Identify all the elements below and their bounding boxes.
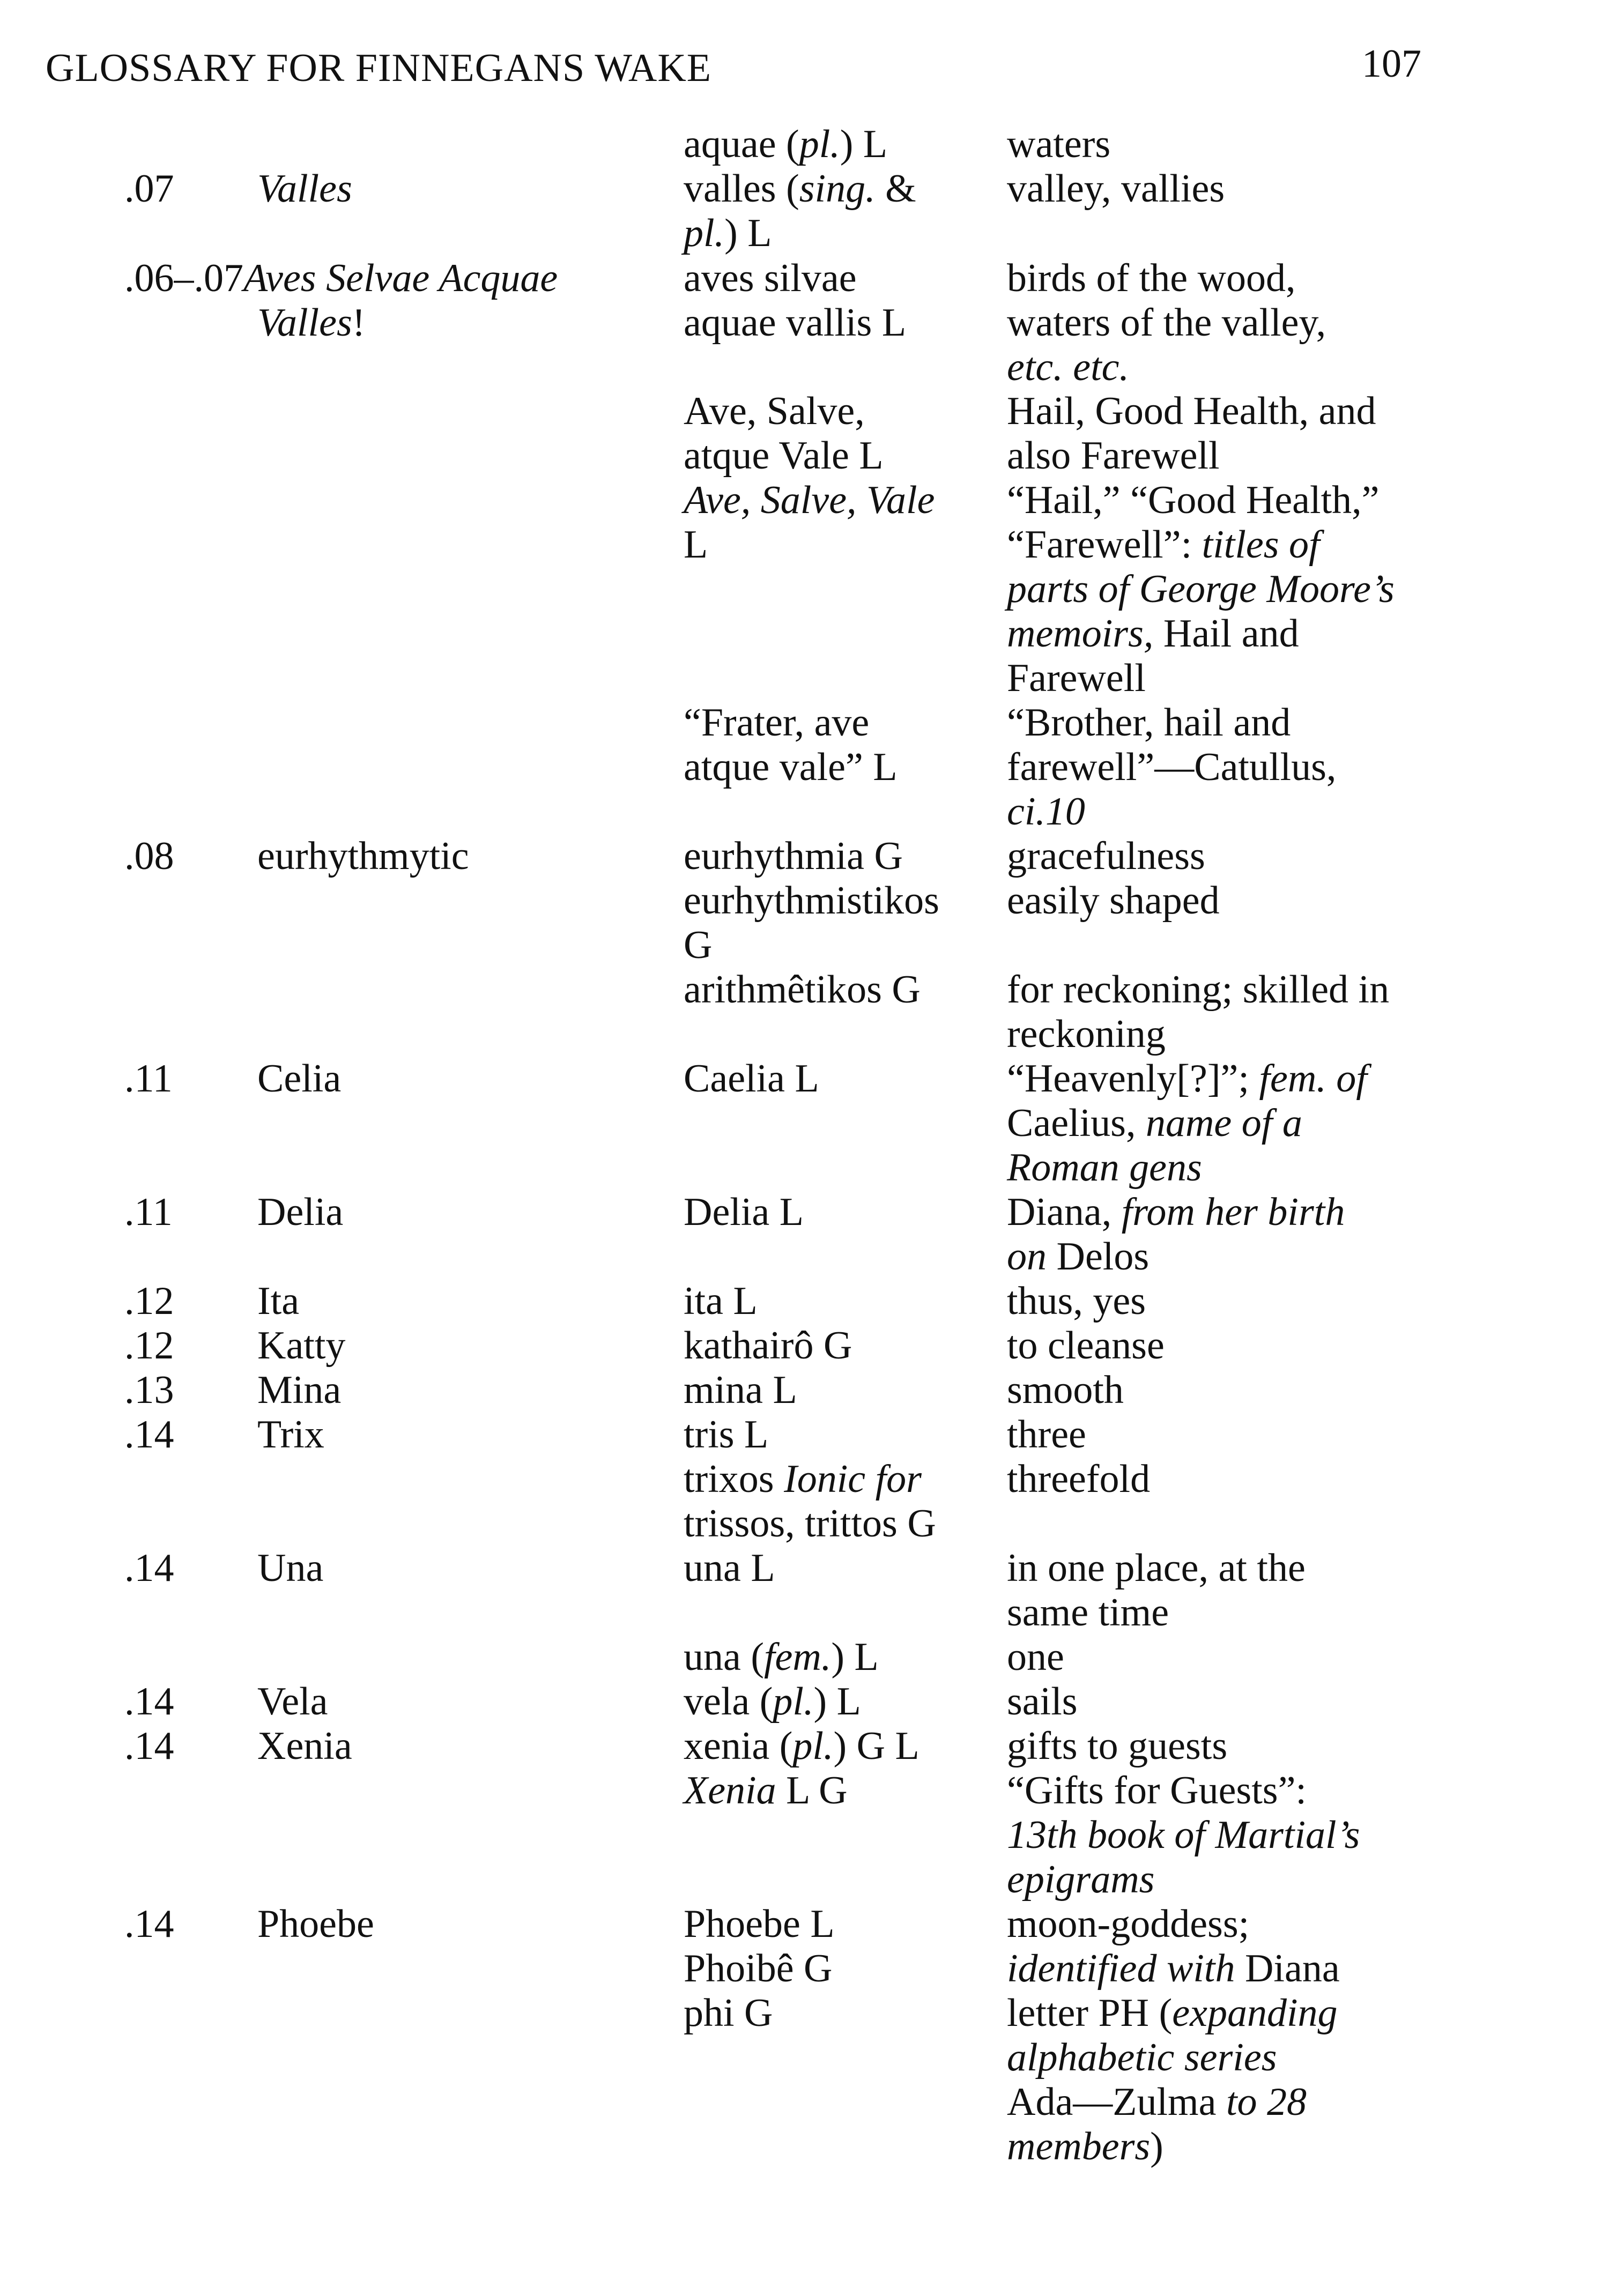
roman-text: aves silvae [684, 256, 857, 300]
definition-line [1007, 1413, 1086, 1457]
definition-line [1007, 1281, 1146, 1321]
definition-line [1007, 303, 1326, 343]
source-term [684, 1726, 919, 1766]
roman-text: reckoning [1007, 1012, 1166, 1056]
definition-line [1007, 1993, 1338, 2033]
roman-text: .14 [124, 1413, 174, 1457]
source-term [684, 1993, 773, 2033]
roman-text: ! [352, 301, 366, 345]
italic-text: alphabetic series [1007, 2036, 1277, 2080]
roman-text: Ita [257, 1279, 300, 1323]
roman-text: Una [257, 1546, 324, 1590]
roman-text: birds of the wood, [1007, 256, 1296, 300]
roman-text: una ( [684, 1635, 764, 1679]
definition-line [1007, 1192, 1345, 1232]
definition-line [1007, 1769, 1307, 1813]
definition-line [1007, 658, 1146, 698]
italic-text: ci.10 [1007, 790, 1085, 834]
roman-text: .08 [124, 834, 174, 878]
italic-text: titles of [1202, 523, 1320, 567]
line-reference [124, 1192, 173, 1232]
roman-text: Ave, Salve, [684, 389, 865, 433]
roman-text: .06–.07 [124, 256, 243, 300]
roman-text: gifts to guests [1007, 1724, 1228, 1768]
roman-text: also Farewell [1007, 434, 1220, 478]
definition-line [1007, 1548, 1306, 1588]
definition-line [1007, 169, 1225, 209]
roman-text: Diana, [1007, 1190, 1122, 1234]
roman-text: waters of the valley, [1007, 301, 1326, 345]
line-reference [124, 1548, 174, 1588]
roman-text: to cleanse [1007, 1324, 1165, 1368]
roman-text: in one place, at the [1007, 1546, 1306, 1590]
italic-text: name of a [1145, 1101, 1302, 1145]
roman-text: one [1007, 1635, 1064, 1679]
source-term [684, 968, 921, 1012]
roman-text: .14 [124, 1546, 174, 1590]
headword [257, 1548, 323, 1588]
roman-text: for reckoning; skilled in [1007, 968, 1390, 1012]
roman-text: ) [1150, 2125, 1163, 2168]
headword [257, 1281, 299, 1321]
italic-text: identified with [1007, 1947, 1235, 1991]
italic-text: epigrams [1007, 1858, 1155, 1902]
definition-line [1007, 525, 1320, 565]
roman-text: trixos [684, 1457, 784, 1501]
headword [257, 836, 469, 876]
running-header: GLOSSARY FOR FINNEGANS WAKE [46, 46, 712, 90]
definition-line [1007, 1726, 1227, 1766]
source-term [684, 1502, 936, 1546]
italic-text: etc. etc. [1007, 345, 1129, 389]
italic-text: Aves Selvae Acquae [243, 256, 558, 300]
definition-line [1007, 1947, 1340, 1991]
roman-text: Phoebe L [684, 1902, 835, 1946]
italic-text: Ave, Salve, Vale [684, 478, 935, 522]
roman-text: “Gifts for Guests”: [1007, 1769, 1307, 1813]
roman-text: ) G L [833, 1724, 919, 1768]
definition-line [1007, 124, 1110, 164]
headword [257, 1370, 341, 1410]
headword [257, 303, 365, 343]
roman-text: Phoibê G [684, 1947, 833, 1991]
roman-text: Caelia L [684, 1057, 819, 1101]
italic-text: Valles [257, 167, 352, 211]
roman-text: same time [1007, 1591, 1169, 1635]
roman-text: ) L [724, 211, 772, 255]
definition-line [1007, 2036, 1277, 2080]
italic-text: pl. [799, 122, 840, 166]
italic-text: parts of George Moore’s [1007, 567, 1395, 611]
definition-line [1007, 1858, 1155, 1902]
definition-line [1007, 569, 1395, 609]
roman-text: valley, vallies [1007, 167, 1225, 211]
roman-text: Phoebe [257, 1902, 374, 1946]
italic-text: memoirs, [1007, 612, 1154, 656]
source-term [684, 525, 708, 565]
roman-text: thus, yes [1007, 1279, 1146, 1323]
roman-text: .12 [124, 1324, 174, 1368]
definition-line [1007, 747, 1336, 787]
roman-text: “Brother, hail and [1007, 701, 1291, 745]
roman-text: valles ( [684, 167, 799, 211]
italic-text: on [1007, 1235, 1047, 1279]
italic-text: pl. [684, 211, 725, 255]
roman-text: three [1007, 1413, 1086, 1457]
headword [257, 1726, 352, 1766]
roman-text: eurhythmistikos [684, 879, 939, 923]
source-term [684, 1904, 835, 1944]
roman-text: .11 [124, 1057, 173, 1101]
roman-text: .14 [124, 1680, 174, 1724]
definition-line [1007, 879, 1220, 923]
italic-text: 13th book of Martial’s [1007, 1813, 1360, 1857]
source-term [684, 391, 865, 431]
definition-line [1007, 1370, 1124, 1410]
source-term [684, 836, 903, 876]
definition-line [1007, 2082, 1307, 2122]
italic-text: sing. [799, 167, 876, 211]
line-reference [124, 1904, 174, 1944]
line-reference [124, 1370, 174, 1410]
italic-text: members [1007, 2125, 1151, 2168]
roman-text: .11 [124, 1190, 173, 1234]
roman-text: tris L [684, 1413, 769, 1457]
roman-text: .13 [124, 1368, 174, 1412]
source-term [684, 1637, 879, 1677]
definition-line [1007, 258, 1296, 298]
definition-line [1007, 1591, 1169, 1635]
italic-text: Xenia [684, 1769, 776, 1813]
roman-text: L G [776, 1769, 848, 1813]
roman-text: aquae vallis L [684, 301, 907, 345]
italic-text: Ionic for [784, 1457, 922, 1501]
roman-text: aquae ( [684, 122, 799, 166]
roman-text: letter PH ( [1007, 1991, 1173, 2035]
definition-line [1007, 1014, 1166, 1054]
definition-line [1007, 347, 1129, 387]
source-term [684, 1680, 861, 1724]
roman-text: Xenia [257, 1724, 352, 1768]
source-term [684, 879, 939, 923]
source-term [684, 747, 898, 787]
roman-text: eurhythmia G [684, 834, 903, 878]
definition-line [1007, 1637, 1064, 1677]
italic-text: from her birth [1121, 1190, 1345, 1234]
line-reference [124, 169, 174, 209]
definition-line [1007, 1815, 1360, 1855]
roman-text: threefold [1007, 1457, 1151, 1501]
roman-text: atque Vale L [684, 434, 884, 478]
roman-text: “Farewell”: [1007, 523, 1202, 567]
headword [257, 1192, 343, 1232]
roman-text: mina L [684, 1368, 797, 1412]
line-reference [124, 836, 174, 876]
source-term [684, 1192, 804, 1232]
definition-line [1007, 480, 1379, 520]
roman-text: Caelius, [1007, 1101, 1146, 1145]
definition-line [1007, 612, 1299, 656]
headword [257, 1324, 346, 1368]
source-term [684, 1413, 769, 1457]
definition-line [1007, 1680, 1078, 1724]
definition-line [1007, 1324, 1165, 1368]
source-term [684, 1057, 819, 1101]
roman-text: Hail and [1153, 612, 1299, 656]
roman-text: vela ( [684, 1680, 773, 1724]
italic-text: expanding [1172, 1991, 1338, 2035]
source-term [684, 258, 857, 298]
italic-text: fem. of [1259, 1057, 1367, 1101]
source-term [684, 1281, 758, 1321]
roman-text: trissos, trittos G [684, 1502, 936, 1546]
roman-text: .12 [124, 1279, 174, 1323]
definition-line [1007, 1103, 1302, 1143]
line-reference [124, 1726, 174, 1766]
source-term [684, 701, 870, 745]
definition-line [1007, 391, 1376, 431]
roman-text: kathairô G [684, 1324, 852, 1368]
roman-text: farewell”—Catullus, [1007, 745, 1337, 789]
definition-line [1007, 1235, 1150, 1279]
roman-text: Trix [257, 1413, 324, 1457]
definition-line [1007, 1057, 1367, 1101]
roman-text: Ada—Zulma [1007, 2080, 1226, 2124]
roman-text: arithmêtikos G [684, 968, 921, 1012]
roman-text: “Heavenly[?]”; [1007, 1057, 1259, 1101]
line-reference [124, 1057, 173, 1101]
roman-text: L [684, 523, 708, 567]
source-term [684, 213, 772, 253]
roman-text: Katty [257, 1324, 346, 1368]
source-term [684, 1459, 922, 1499]
headword [257, 1057, 342, 1101]
roman-text: smooth [1007, 1368, 1124, 1412]
definition-line [1007, 790, 1085, 834]
source-term [684, 303, 906, 343]
source-term [684, 1370, 797, 1410]
roman-text: una L [684, 1546, 775, 1590]
roman-text: Vela [257, 1680, 328, 1724]
source-term [684, 1548, 775, 1588]
definition-line [1007, 1146, 1202, 1190]
roman-text: Delia [257, 1190, 344, 1234]
page-number: 107 [1362, 42, 1421, 86]
roman-text: G [684, 923, 713, 967]
roman-text: Hail, Good Health, and [1007, 389, 1376, 433]
roman-text: ) L [831, 1635, 879, 1679]
line-reference [124, 1413, 174, 1457]
roman-text: moon-goddess; [1007, 1902, 1250, 1946]
headword [257, 169, 352, 209]
roman-text: & [875, 167, 916, 211]
roman-text: xenia ( [684, 1724, 793, 1768]
headword [257, 1413, 324, 1457]
line-reference [124, 258, 558, 298]
line-reference [124, 1324, 174, 1368]
roman-text: ) L [840, 122, 888, 166]
definition-line [1007, 2127, 1163, 2166]
italic-text: to 28 [1226, 2080, 1307, 2124]
source-term [684, 1947, 833, 1991]
definition-line [1007, 968, 1390, 1012]
line-reference [124, 1680, 174, 1724]
roman-text: phi G [684, 1991, 773, 2035]
source-term [684, 925, 712, 965]
italic-text: fem. [764, 1635, 832, 1679]
roman-text: easily shaped [1007, 879, 1220, 923]
source-term [684, 1324, 852, 1368]
roman-text: atque vale” L [684, 745, 898, 789]
roman-text: Delia L [684, 1190, 804, 1234]
italic-text: pl. [792, 1724, 834, 1768]
headword [257, 1680, 328, 1724]
roman-text: Delos [1047, 1235, 1150, 1279]
line-reference [124, 1281, 174, 1321]
roman-text: “Hail,” “Good Health,” [1007, 478, 1380, 522]
definition-line [1007, 436, 1220, 476]
roman-text: waters [1007, 122, 1111, 166]
roman-text: ita L [684, 1279, 758, 1323]
italic-text: Roman gens [1007, 1146, 1202, 1190]
italic-text: pl. [773, 1680, 814, 1724]
source-term [684, 1769, 848, 1813]
roman-text: gracefulness [1007, 834, 1205, 878]
definition-line [1007, 836, 1205, 876]
source-term [684, 169, 916, 209]
roman-text: sails [1007, 1680, 1078, 1724]
roman-text: .14 [124, 1902, 174, 1946]
roman-text: Diana [1235, 1947, 1340, 1991]
roman-text: Mina [257, 1368, 342, 1412]
source-term [684, 436, 884, 476]
definition-line [1007, 701, 1291, 745]
definition-line [1007, 1459, 1150, 1499]
source-term [684, 124, 887, 164]
roman-text: “Frater, ave [684, 701, 870, 745]
roman-text: Farewell [1007, 656, 1146, 700]
definition-line [1007, 1904, 1249, 1944]
roman-text: .07 [124, 167, 174, 211]
roman-text: eurhythmytic [257, 834, 469, 878]
roman-text: .14 [124, 1724, 174, 1768]
roman-text: Celia [257, 1057, 342, 1101]
italic-text: Valles [257, 301, 352, 345]
roman-text: ) L [813, 1680, 861, 1724]
headword [257, 1904, 374, 1944]
source-term [684, 480, 935, 520]
